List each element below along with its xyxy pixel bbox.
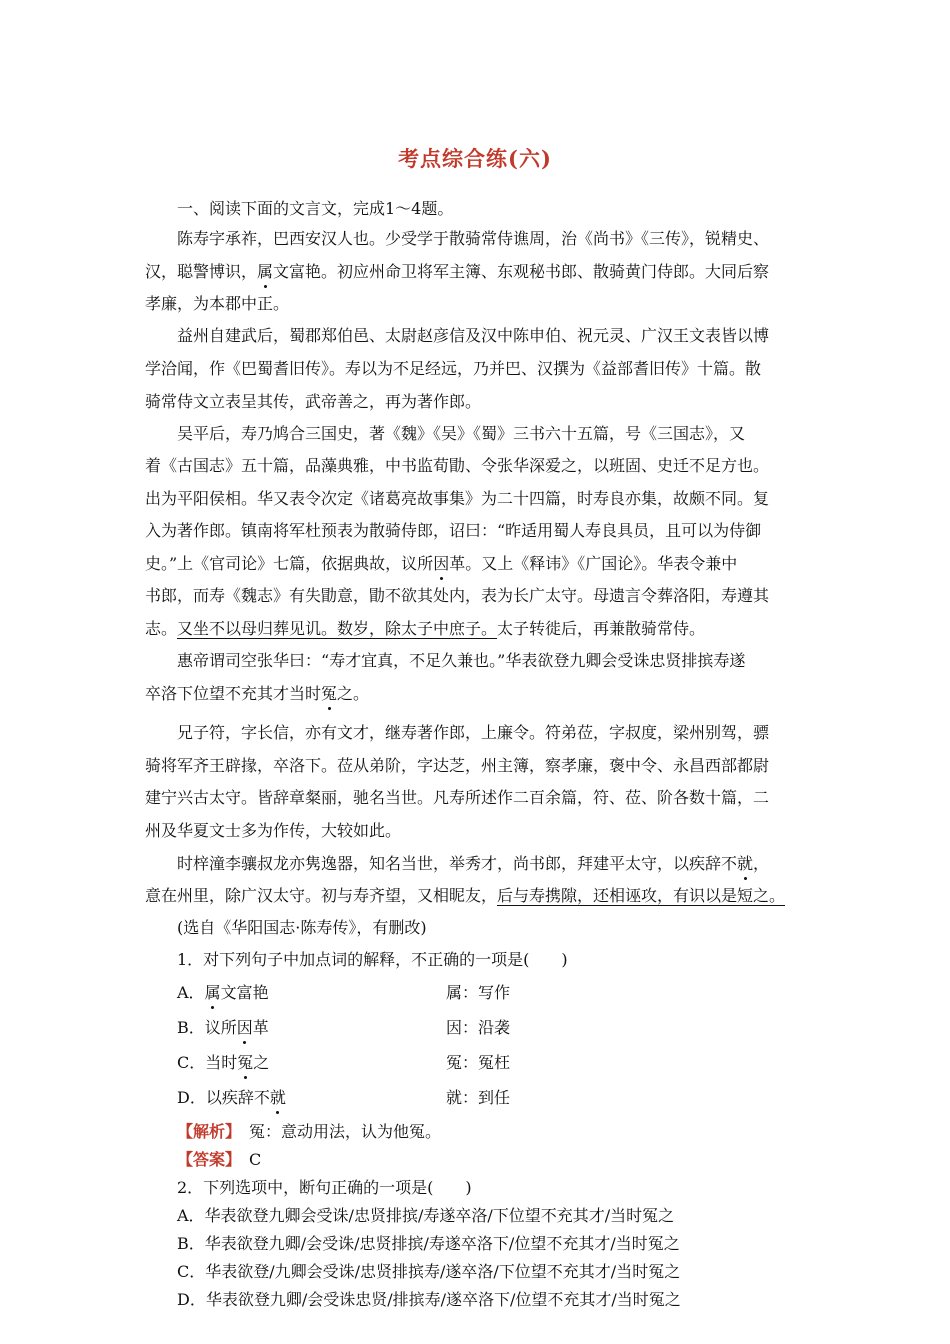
passage-line: 孝廉，为本郡中正。 — [145, 294, 290, 313]
q1-analysis: 【解析】 冤：意动用法，认为他冤。 — [177, 1122, 442, 1141]
passage-line: 志。又坐不以母归葬见讥。数岁，除太子中庶子。太子转徙后，再兼散骑常侍。 — [145, 619, 706, 638]
passage-line: 汉，聪警博识，属文富艳。初应州命卫将军主簿、东观秘书郎、散骑黄门侍郎。大同后察 — [145, 262, 770, 281]
passage-line: 益州自建武后，蜀郡郑伯邑、太尉赵彦信及汉中陈申伯、祝元灵、广汉王文表皆以博 — [177, 326, 770, 345]
analysis-tag: 【解析】 — [177, 1122, 234, 1141]
dotted-char: 属 — [204, 983, 221, 1002]
passage-line: 卒洛下位望不充其才当时冤之。 — [145, 684, 370, 703]
passage-line: 兄子符，字长信，亦有文才，继寿著作郎，上廉令。符弟莅，字叔度，梁州别驾，骠 — [177, 723, 770, 742]
dotted-char: 冤 — [237, 1053, 254, 1072]
underlined-sentence: 又坐不以母归葬见讥。数岁，除太子中庶子。 — [177, 619, 498, 638]
q2-option-a: A．华表欲登九卿会受诛/忠贤排摈/寿遂卒洛/下位望不充其才/当时冤之 — [177, 1206, 675, 1225]
passage-line: 骑常侍文立表呈其传，武帝善之，再为著作郎。 — [145, 392, 482, 411]
q1-option-d: D．以疾辞不就 — [177, 1088, 286, 1107]
passage-line: 骑将军齐王辟掾，卒洛下。莅从弟阶，字达芝，州主簿，察孝廉，褒中令、永昌西部都尉 — [145, 756, 770, 775]
dotted-char: 冤 — [321, 684, 338, 703]
q1-option-c: C．当时冤之 — [177, 1053, 270, 1072]
q1-option-b-gloss: 因：沿袭 — [446, 1018, 511, 1037]
q1-option-a: A．属文富艳 — [177, 983, 269, 1002]
dotted-char: 就 — [737, 854, 754, 873]
q1-option-d-gloss: 就：到任 — [446, 1088, 511, 1107]
passage-line: 吴平后，寿乃鸠合三国史，著《魏》《吴》《蜀》三书六十五篇，号《三国志》，又 — [177, 424, 746, 443]
dotted-char: 属 — [257, 262, 274, 281]
passage-line: 着《古国志》五十篇，品藻典雅，中书监荀勖、令张华深爱之，以班固、史迁不足方也。 — [145, 456, 770, 475]
instruction: 一、阅读下面的文言文，完成1～4题。 — [177, 199, 454, 218]
dotted-char: 因 — [236, 1018, 253, 1037]
page-title: 考点综合练(六) — [398, 146, 552, 171]
q1-option-b: B．议所因革 — [177, 1018, 269, 1037]
passage-line: 入为著作郎。镇南将军杜预表为散骑侍郎，诏曰：“昨适用蜀人寿良具员，且可以为侍御 — [145, 521, 762, 540]
passage-line: 书郎，而寿《魏志》有失勖意，勖不欲其处内，表为长广太守。母遗言令葬洛阳，寿遵其 — [145, 586, 770, 605]
q2-option-b: B．华表欲登九卿/会受诛/忠贤排摈/寿遂卒洛下/位望不充其才/当时冤之 — [177, 1234, 680, 1253]
passage-line: 时梓潼李骧叔龙亦隽逸器，知名当世，举秀才，尚书郎，拜建平太守，以疾辞不就， — [177, 854, 770, 873]
answer-tag: 【答案】 — [177, 1150, 234, 1169]
dotted-char: 因 — [433, 554, 450, 573]
passage-line: 学洽闻，作《巴蜀耆旧传》。寿以为不足经远，乃并巴、汉撰为《益部耆旧传》十篇。散 — [145, 359, 762, 378]
passage-line: 州及华夏文士多为作传，大较如此。 — [145, 821, 402, 840]
passage-line: 建宁兴古太守。皆辞章粲丽，驰名当世。凡寿所述作二百余篇，符、莅、阶各数十篇，二 — [145, 788, 770, 807]
question-2-stem: 2．下列选项中，断句正确的一项是( ) — [177, 1178, 472, 1197]
underlined-sentence: 后与寿携隙，还相诬攻，有识以是短之。 — [497, 886, 786, 905]
passage-line: 陈寿字承祚，巴西安汉人也。少受学于散骑常侍谯周，治《尚书》《三传》，锐精史、 — [177, 229, 770, 248]
passage-line: 惠帝谓司空张华曰：“寿才宜真，不足久兼也。”华表欲登九卿会受诛忠贤排摈寿遂 — [177, 651, 746, 670]
q1-option-a-gloss: 属：写作 — [446, 983, 511, 1002]
q2-option-d: D．华表欲登九卿/会受诛忠贤/排摈寿/遂卒洛下/位望不充其才/当时冤之 — [177, 1290, 681, 1309]
question-1-stem: 1．对下列句子中加点词的解释，不正确的一项是( ) — [177, 950, 568, 969]
passage-line: 意在州里，除广汉太守。初与寿齐望，又相昵友，后与寿携隙，还相诬攻，有识以是短之。 — [145, 886, 786, 905]
q1-option-c-gloss: 冤：冤枉 — [446, 1053, 511, 1072]
passage-source: (选自《华阳国志·陈寿传》，有删改) — [177, 918, 427, 937]
q1-answer: 【答案】 C — [177, 1150, 262, 1169]
passage-line: 史。”上《官司论》七篇，依据典故，议所因革。又上《释讳》《广国论》。华表令兼中 — [145, 554, 738, 573]
q2-option-c: C．华表欲登/九卿会受诛/忠贤排摈寿/遂卒洛/下位望不充其才/当时冤之 — [177, 1262, 681, 1281]
dotted-char: 就 — [269, 1088, 286, 1107]
passage-line: 出为平阳侯相。华又表令次定《诸葛亮故事集》为二十四篇，时寿良亦集，故颇不同。复 — [145, 489, 770, 508]
